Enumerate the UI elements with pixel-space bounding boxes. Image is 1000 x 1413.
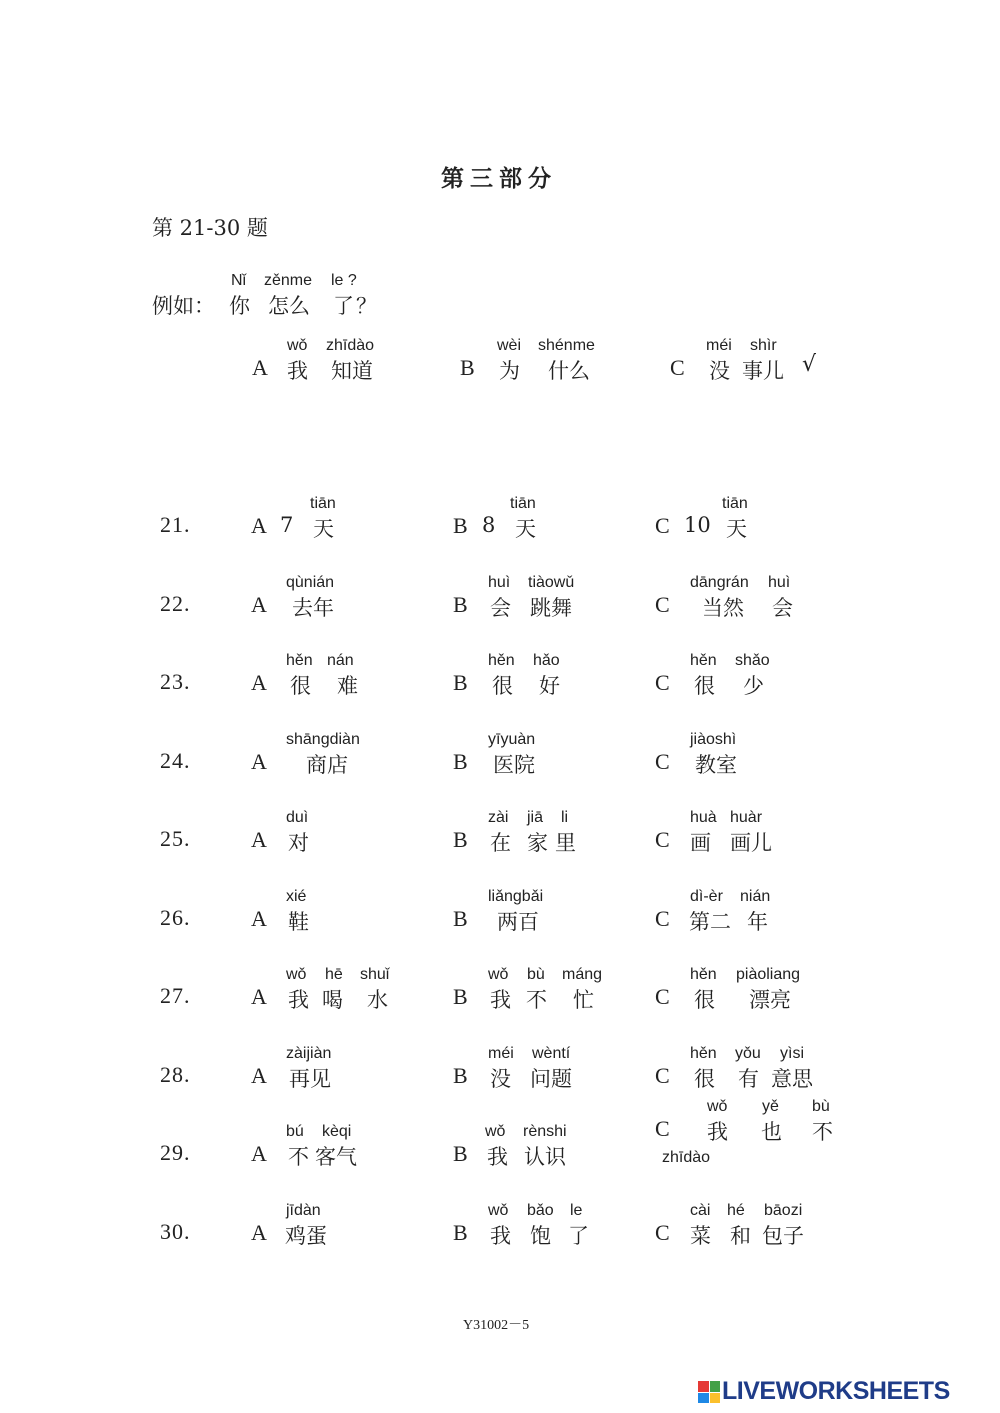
option-pinyin: hěn	[690, 652, 717, 669]
question-number: 28.	[160, 1061, 191, 1087]
option-pinyin: wǒ	[707, 1098, 728, 1115]
option-hanzi: 意思	[771, 1066, 813, 1091]
option-hanzi: 喝	[322, 988, 343, 1012]
checkmark-icon: √	[802, 352, 817, 377]
example-option-pinyin: zhīdào	[326, 337, 375, 354]
question-number: 24.	[160, 747, 191, 773]
example-hanzi: 你	[229, 294, 250, 318]
example-option-pinyin: shìr	[750, 337, 777, 354]
option-letter: C	[655, 905, 670, 931]
option-pinyin: shāngdiàn	[286, 730, 360, 748]
option-hanzi: 再见	[289, 1066, 331, 1091]
option-hanzi: 我	[490, 1223, 511, 1248]
option-hanzi: 饱	[530, 1223, 551, 1248]
brand-wordmark: LIVEWORKSHEETS	[722, 1377, 950, 1405]
option-pinyin: yìsi	[780, 1044, 804, 1062]
option-hanzi: 水	[367, 988, 388, 1012]
option-letter: B	[453, 1219, 468, 1245]
option-hanzi: 没	[490, 1066, 511, 1091]
question-range: 第 21-30 题	[152, 216, 268, 240]
option-pinyin: wǒ	[485, 1123, 506, 1140]
question-number: 27.	[160, 983, 191, 1008]
option-pinyin: duì	[286, 809, 309, 826]
option-pinyin: yě	[762, 1098, 779, 1115]
option-letter: A	[251, 670, 267, 695]
option-hanzi: 会	[490, 595, 511, 620]
option-pinyin: cài	[690, 1201, 711, 1219]
option-hanzi: 不	[526, 988, 547, 1012]
option-pinyin: wǒ	[286, 966, 307, 983]
example-option-letter: B	[460, 355, 475, 380]
option-pinyin: jiàoshì	[690, 730, 737, 748]
logo-cube-icon	[698, 1381, 720, 1403]
option-pinyin: bāozi	[764, 1201, 803, 1219]
option-hanzi: 好	[539, 674, 560, 698]
option-letter: A	[251, 905, 267, 931]
question-number: 25.	[160, 826, 191, 851]
option-letter: C	[655, 670, 670, 695]
option-letter: B	[453, 984, 468, 1009]
option-hanzi: 少	[743, 674, 764, 698]
option-pinyin: bù	[527, 966, 545, 983]
option-letter: C	[655, 591, 670, 617]
option-letter: B	[453, 1141, 468, 1166]
option-hanzi: 客气	[315, 1145, 357, 1169]
option-letter: C	[655, 1062, 670, 1088]
option-hanzi: 教室	[695, 752, 737, 777]
option-hanzi: 画儿	[730, 831, 772, 855]
option-pinyin: nián	[740, 887, 771, 905]
option-hanzi: 了	[568, 1223, 589, 1248]
option-pinyin: jiā	[527, 809, 544, 826]
option-pinyin: nán	[327, 652, 354, 669]
option-pinyin: shǎo	[735, 652, 770, 669]
option-hanzi: 对	[288, 831, 309, 855]
option-hanzi: 菜	[690, 1223, 711, 1248]
example-option-hanzi: 为	[499, 359, 520, 383]
example-pinyin: Nǐ	[231, 272, 247, 289]
option-letter: C	[655, 513, 670, 538]
option-pinyin: hěn	[690, 966, 717, 983]
option-hanzi: 会	[772, 595, 793, 620]
option-hanzi: 认识	[524, 1145, 566, 1169]
option-hanzi: 画	[690, 831, 711, 855]
option-hanzi: 问题	[530, 1066, 572, 1091]
option-hanzi: 很	[694, 1066, 715, 1091]
option-pinyin: tiān	[510, 495, 536, 512]
logo-cube-tile	[698, 1393, 709, 1404]
question-number: 22.	[160, 590, 191, 616]
option-letter: B	[453, 827, 468, 852]
example-option-pinyin: wǒ	[287, 337, 308, 354]
option-pinyin: wèntí	[532, 1044, 571, 1062]
option-letter: C	[655, 984, 670, 1009]
option-pinyin: liǎngbǎi	[488, 887, 544, 905]
logo-cube-tile	[710, 1381, 721, 1392]
question-number: 30.	[160, 1218, 191, 1244]
option-hanzi: 8	[482, 513, 496, 537]
option-hanzi: 不	[812, 1120, 833, 1144]
option-pinyin: hěn	[488, 652, 515, 669]
question-number: 21.	[160, 512, 191, 537]
question-number: 29.	[160, 1140, 191, 1165]
option-hanzi: 当然	[702, 595, 744, 620]
option-pinyin: tiàowǔ	[528, 573, 575, 591]
question-number: 23.	[160, 669, 191, 694]
example-option-hanzi: 知道	[331, 359, 373, 383]
option-hanzi: 家	[527, 831, 548, 855]
option-hanzi: 漂亮	[749, 988, 791, 1012]
example-option-hanzi: 事儿	[742, 359, 784, 383]
option-hanzi: 鸡蛋	[285, 1223, 327, 1248]
option-pinyin: huì	[488, 573, 511, 591]
option-hanzi: 也	[761, 1120, 782, 1144]
option-letter: A	[251, 591, 267, 617]
option-pinyin: bù	[812, 1098, 830, 1115]
option-pinyin: hěn	[690, 1044, 717, 1062]
option-pinyin: hē	[325, 966, 343, 983]
option-pinyin: tiān	[310, 495, 336, 512]
option-pinyin: huà	[690, 809, 717, 826]
option-letter: C	[655, 1116, 670, 1141]
option-hanzi: 10	[684, 513, 711, 537]
option-pinyin: dì-èr	[690, 887, 723, 905]
option-letter: C	[655, 1219, 670, 1245]
option-pinyin: bú	[286, 1123, 304, 1140]
option-hanzi: 有	[738, 1066, 759, 1091]
option-pinyin: zài	[488, 809, 509, 826]
option-letter: B	[453, 748, 468, 774]
logo-cube-tile	[710, 1393, 721, 1404]
option-pinyin: dāngrán	[690, 573, 749, 591]
option-pinyin: zàijiàn	[286, 1044, 332, 1062]
option-pinyin: le	[570, 1201, 583, 1219]
option-hanzi: 我	[490, 988, 511, 1012]
option-hanzi: 很	[694, 674, 715, 698]
option-hanzi: 7	[280, 513, 294, 537]
option-hanzi: 很	[492, 674, 513, 698]
option-letter: B	[453, 591, 468, 617]
option-letter: A	[251, 827, 267, 852]
example-option-hanzi: 什么	[548, 359, 590, 383]
option-hanzi: 鞋	[288, 909, 309, 934]
option-hanzi: 天	[515, 517, 536, 541]
option-letter: C	[655, 827, 670, 852]
option-letter: B	[453, 905, 468, 931]
option-pinyin: bǎo	[527, 1201, 554, 1219]
option-hanzi: 去年	[292, 595, 334, 620]
option-letter: C	[655, 748, 670, 774]
option-pinyin: yīyuàn	[488, 730, 536, 748]
option-hanzi: 第二	[689, 909, 731, 934]
option-pinyin: shuǐ	[360, 966, 390, 983]
option-pinyin: yǒu	[735, 1044, 761, 1062]
page-code: Y31002－5	[463, 1318, 530, 1333]
option-hanzi: 难	[337, 674, 358, 698]
option-hanzi: 跳舞	[530, 595, 572, 620]
example-label: 例如：	[152, 294, 215, 318]
example-option-letter: C	[670, 355, 685, 380]
option-hanzi: 里	[555, 831, 576, 855]
option-pinyin: hěn	[286, 652, 313, 669]
option-hanzi: 很	[694, 988, 715, 1012]
option-letter: A	[251, 1219, 267, 1245]
option-pinyin: méi	[488, 1044, 514, 1062]
option-hanzi: 两百	[497, 909, 539, 934]
logo-cube-tile	[698, 1381, 709, 1392]
option-pinyin: tiān	[722, 495, 748, 512]
option-pinyin: jīdàn	[286, 1201, 321, 1219]
option-hanzi: 年	[747, 909, 768, 934]
option-letter: A	[251, 1141, 267, 1166]
example-pinyin: le ?	[331, 272, 357, 289]
option-hanzi: 和	[730, 1223, 751, 1248]
option-letter: A	[251, 513, 267, 538]
example-hanzi: ？	[356, 294, 377, 318]
option-letter: A	[251, 984, 267, 1009]
example-option-pinyin: shénme	[538, 337, 595, 354]
question-number: 26.	[160, 904, 191, 930]
option-hanzi: 不	[288, 1145, 309, 1169]
option-pinyin: li	[561, 809, 569, 826]
option-letter: B	[453, 1062, 468, 1088]
option-hanzi: 包子	[762, 1223, 804, 1248]
option-pinyin: wǒ	[488, 966, 509, 983]
example-option-letter: A	[252, 355, 268, 380]
option-pinyin: qùnián	[286, 573, 335, 591]
option-hanzi: 我	[707, 1120, 728, 1144]
option-hanzi: 我	[487, 1145, 508, 1169]
option-pinyin: hǎo	[533, 652, 560, 669]
option-hanzi: 商店	[306, 752, 348, 777]
option-hanzi: 在	[490, 831, 511, 855]
example-hanzi: 了	[333, 294, 354, 318]
section-title: 第三部分	[441, 165, 557, 192]
option-hanzi: 我	[288, 988, 309, 1012]
option-hanzi: 天	[726, 517, 747, 541]
option-pinyin-continued: zhīdào	[662, 1149, 711, 1166]
example-hanzi: 怎么	[268, 294, 310, 318]
option-letter: B	[453, 513, 468, 538]
option-pinyin: rènshi	[523, 1123, 567, 1140]
option-pinyin: kèqi	[322, 1123, 352, 1140]
option-hanzi: 天	[313, 517, 334, 541]
option-letter: A	[251, 748, 267, 774]
example-option-pinyin: méi	[706, 337, 732, 354]
option-pinyin: máng	[562, 966, 603, 983]
option-pinyin: huì	[768, 573, 791, 591]
option-pinyin: huàr	[730, 809, 763, 826]
option-letter: B	[453, 670, 468, 695]
option-pinyin: wǒ	[488, 1201, 509, 1219]
example-option-hanzi: 我	[287, 359, 308, 383]
option-hanzi: 忙	[573, 988, 594, 1012]
example-option-pinyin: wèi	[497, 337, 522, 354]
option-pinyin: hé	[727, 1201, 745, 1219]
example-option-hanzi: 没	[709, 359, 730, 383]
option-pinyin: xié	[286, 887, 307, 905]
example-pinyin: zěnme	[264, 272, 313, 289]
option-hanzi: 很	[290, 674, 311, 698]
option-letter: A	[251, 1062, 267, 1088]
option-pinyin: piàoliang	[736, 966, 801, 983]
option-hanzi: 医院	[493, 752, 535, 777]
